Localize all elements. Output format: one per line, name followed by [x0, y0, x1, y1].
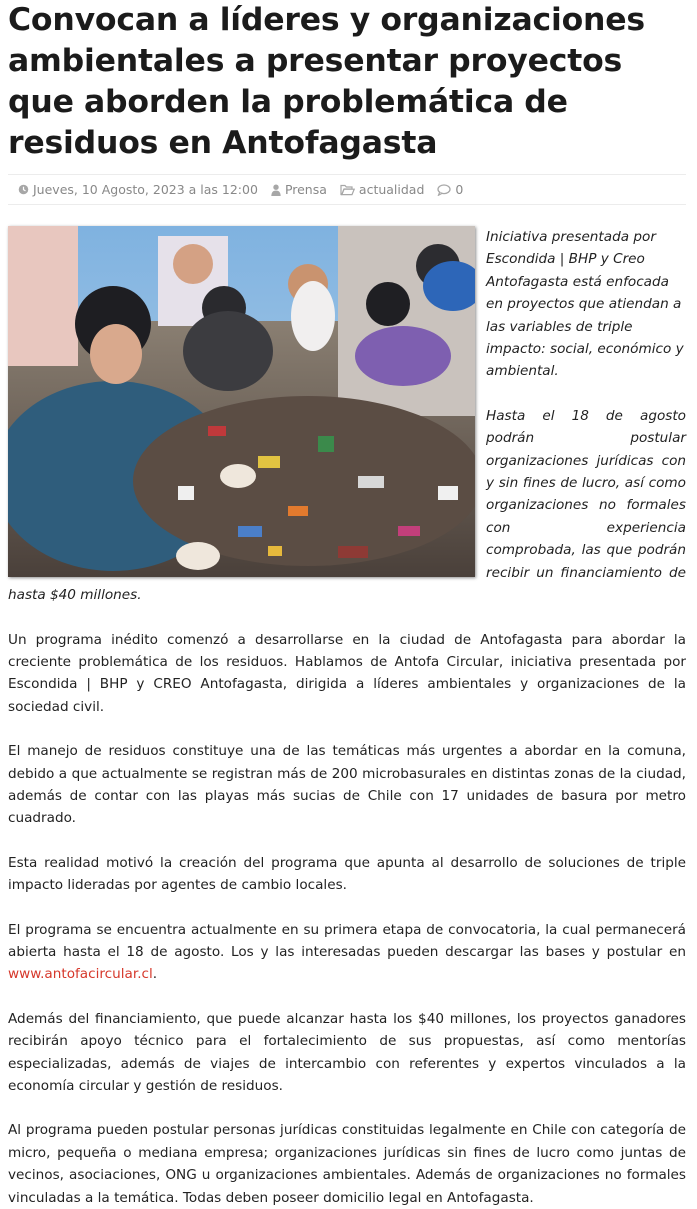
meta-date: [18, 182, 258, 197]
body-paragraph-2: El manejo de residuos constituye una de las temáticas más urgentes a abordar en la comuna, debido a que actualmente se registran más de 200 microbasurales en distintas zonas de la ciudad, además de contar con las playas más sucias de Chile con 17 unidades de basura por metro cuadrado.: [8, 740, 686, 830]
body-paragraph-1: Un programa inédito comenzó a desarrollarse en la ciudad de Antofagasta para abordar la creciente problemática de los residuos. Hablamos de Antofa Circular, iniciativa presentada por Escondida | BHP y CREO Antofagasta, dirigida a líderes ambientales y organizaciones de la sociedad civil.: [8, 629, 686, 719]
date-text: Jueves, 10 Agosto, 2023 a las 12:00: [33, 182, 258, 197]
article-body: [8, 629, 686, 1209]
meta-author[interactable]: [271, 182, 327, 197]
meta-comments[interactable]: [437, 182, 463, 197]
comment-icon: [437, 184, 451, 196]
body-paragraph-4: [8, 919, 686, 986]
p4-text-before: El programa se encuentra actualmente en su primera etapa de convocatoria, la cual permanecerá abierta hasta el 18 de agosto. Los y las interesadas pueden descargar las bases y postular en: [8, 922, 686, 960]
category-link[interactable]: actualidad: [359, 182, 425, 197]
meta-category[interactable]: [340, 182, 425, 197]
folder-icon: [340, 184, 355, 196]
user-icon: [271, 184, 281, 196]
lead-paragraph-2: Hasta el 18 de agosto podrán postular organizaciones jurídicas con y sin fines de lucro, así como organizaciones no formales con experiencia comprobada, las que podrán recibir un financiamiento de hasta $40 millones.: [8, 405, 686, 607]
article-photo: [8, 226, 475, 577]
clock-icon: [18, 184, 29, 195]
lead-paragraph-1: Iniciativa presentada por Escondida | BHP y Creo Antofagasta está enfocada en proyectos que atiendan a las variables de triple impacto: social, económico y ambiental.: [8, 226, 686, 383]
body-paragraph-5: Además del financiamiento, que puede alcanzar hasta los $40 millones, los proyectos ganadores recibirán apoyo técnico para el fortalecimiento de sus propuestas, así como mentorías especializadas, además de viajes de intercambio con referentes y expertos vinculados a la economía circular y gestión de residuos.: [8, 1008, 686, 1098]
article-meta: [8, 174, 686, 205]
body-paragraph-3: Esta realidad motivó la creación del programa que apunta al desarrollo de soluciones de triple impacto lideradas por agentes de cambio locales.: [8, 852, 686, 897]
body-paragraph-6: Al programa pueden postular personas jurídicas constituidas legalmente en Chile con categoría de micro, pequeña o mediana empresa; organizaciones jurídicas sin fines de lucro como juntas de vecinos, asociaciones, ONG u organizaciones ambientales. Además de organizaciones no formales vinculadas a la temática. Todas deben poseer domicilio legal en Antofagasta.: [8, 1119, 686, 1209]
article-content: [8, 226, 686, 1209]
p4-text-after: .: [153, 966, 157, 982]
antofacircular-link[interactable]: www.antofacircular.cl: [8, 966, 153, 982]
comments-count[interactable]: 0: [455, 182, 463, 197]
article-title: Convocan a líderes y organizaciones ambientales a presentar proyectos que aborden la problemática de residuos en Antofagasta: [8, 0, 686, 164]
author-text[interactable]: Prensa: [285, 182, 327, 197]
